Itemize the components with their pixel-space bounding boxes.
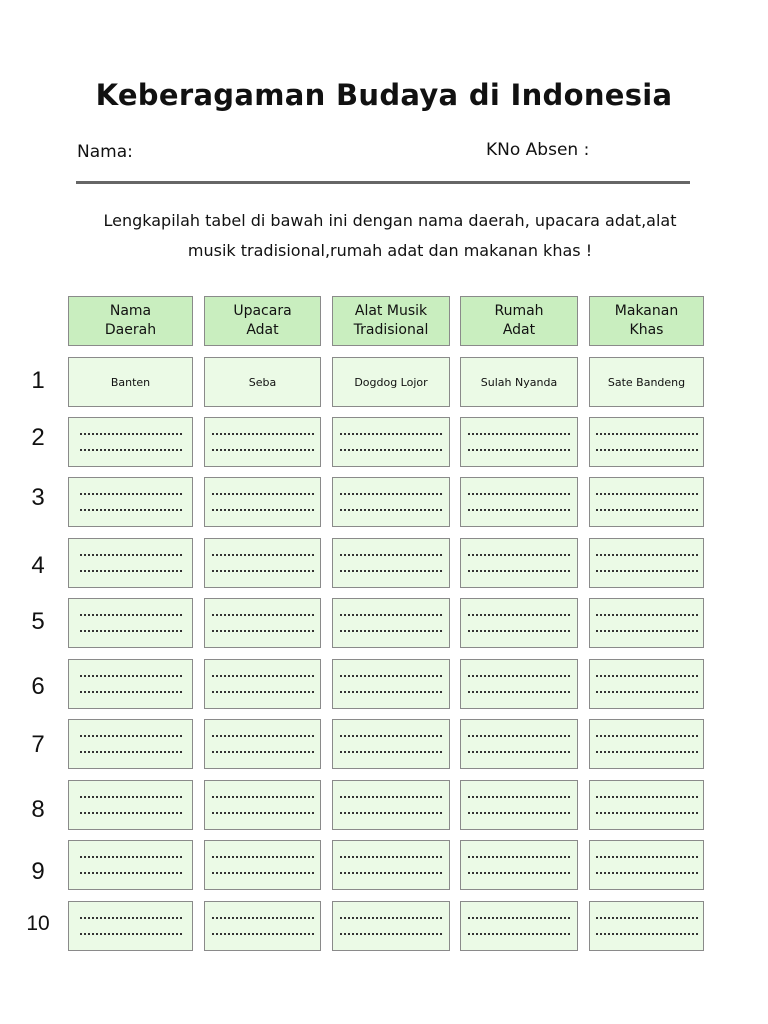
dotted-answer-line (340, 433, 442, 435)
dotted-answer-line (596, 614, 698, 616)
dotted-answer-line (596, 570, 698, 572)
name-field-label: Nama: (77, 142, 133, 162)
row-number: 8 (31, 796, 45, 823)
answer-cell-makanan-khas[interactable] (589, 417, 704, 467)
answer-cell-alat-musik[interactable] (332, 477, 450, 527)
answer-cell-nama-daerah[interactable] (68, 840, 193, 890)
answer-cell-upacara-adat[interactable] (204, 538, 321, 588)
dotted-answer-line (80, 554, 182, 556)
answer-cell-alat-musik[interactable] (332, 901, 450, 951)
dotted-answer-line (212, 856, 314, 858)
answer-cell-alat-musik[interactable] (332, 659, 450, 709)
dotted-answer-line (340, 675, 442, 677)
divider-line (76, 181, 690, 184)
answer-cell-alat-musik[interactable] (332, 719, 450, 769)
dotted-answer-line (596, 433, 698, 435)
answer-cell-makanan-khas[interactable] (589, 780, 704, 830)
dotted-answer-line (340, 509, 442, 511)
dotted-answer-line (596, 675, 698, 677)
dotted-answer-line (212, 493, 314, 495)
dotted-answer-line (340, 812, 442, 814)
dotted-answer-line (340, 872, 442, 874)
answer-cell-rumah-adat[interactable] (460, 659, 578, 709)
row-number: 10 (26, 912, 50, 935)
absen-field-label: KNo Absen : (486, 140, 590, 160)
answer-cell-alat-musik[interactable] (332, 840, 450, 890)
dotted-answer-line (468, 751, 570, 753)
dotted-answer-line (340, 449, 442, 451)
dotted-answer-line (80, 812, 182, 814)
dotted-answer-line (212, 554, 314, 556)
answer-cell-alat-musik[interactable] (332, 780, 450, 830)
row-number: 3 (31, 484, 45, 511)
dotted-answer-line (596, 449, 698, 451)
answer-cell-rumah-adat[interactable] (460, 477, 578, 527)
header-alat-musik: Alat Musik Tradisional (332, 296, 450, 346)
dotted-answer-line (212, 691, 314, 693)
dotted-answer-line (596, 917, 698, 919)
header-rumah-adat: Rumah Adat (460, 296, 578, 346)
answer-cell-upacara-adat[interactable] (204, 598, 321, 648)
dotted-answer-line (340, 856, 442, 858)
example-cell-nama-daerah: Banten (68, 357, 193, 407)
answer-cell-makanan-khas[interactable] (589, 901, 704, 951)
dotted-answer-line (468, 735, 570, 737)
dotted-answer-line (212, 933, 314, 935)
dotted-answer-line (212, 751, 314, 753)
dotted-answer-line (212, 433, 314, 435)
dotted-answer-line (212, 509, 314, 511)
header-makanan-khas: Makanan Khas (589, 296, 704, 346)
answer-cell-rumah-adat[interactable] (460, 901, 578, 951)
answer-cell-upacara-adat[interactable] (204, 780, 321, 830)
instruction-text: Lengkapilah tabel di bawah ini dengan nama daerah, upacara adat,alat musik tradisional,rumah adat dan makanan khas ! (103, 211, 677, 260)
dotted-answer-line (596, 872, 698, 874)
answer-cell-alat-musik[interactable] (332, 417, 450, 467)
dotted-answer-line (596, 630, 698, 632)
dotted-answer-line (80, 872, 182, 874)
dotted-answer-line (596, 493, 698, 495)
dotted-answer-line (212, 872, 314, 874)
dotted-answer-line (468, 509, 570, 511)
answer-cell-makanan-khas[interactable] (589, 598, 704, 648)
dotted-answer-line (80, 856, 182, 858)
dotted-answer-line (340, 917, 442, 919)
answer-cell-nama-daerah[interactable] (68, 780, 193, 830)
dotted-answer-line (340, 630, 442, 632)
dotted-answer-line (468, 614, 570, 616)
answer-cell-alat-musik[interactable] (332, 598, 450, 648)
answer-cell-nama-daerah[interactable] (68, 901, 193, 951)
dotted-answer-line (212, 675, 314, 677)
dotted-answer-line (80, 751, 182, 753)
answer-cell-nama-daerah[interactable] (68, 538, 193, 588)
dotted-answer-line (212, 812, 314, 814)
answer-cell-rumah-adat[interactable] (460, 598, 578, 648)
dotted-answer-line (340, 933, 442, 935)
dotted-answer-line (596, 812, 698, 814)
dotted-answer-line (80, 449, 182, 451)
answer-cell-upacara-adat[interactable] (204, 840, 321, 890)
dotted-answer-line (80, 735, 182, 737)
answer-cell-nama-daerah[interactable] (68, 477, 193, 527)
dotted-answer-line (212, 796, 314, 798)
dotted-answer-line (212, 630, 314, 632)
answer-cell-nama-daerah[interactable] (68, 598, 193, 648)
dotted-answer-line (80, 796, 182, 798)
dotted-answer-line (80, 509, 182, 511)
dotted-answer-line (80, 691, 182, 693)
answer-cell-alat-musik[interactable] (332, 538, 450, 588)
example-cell-rumah-adat: Sulah Nyanda (460, 357, 578, 407)
answer-cell-upacara-adat[interactable] (204, 659, 321, 709)
dotted-answer-line (596, 554, 698, 556)
dotted-answer-line (468, 554, 570, 556)
dotted-answer-line (468, 917, 570, 919)
row-number: 6 (31, 673, 45, 700)
dotted-answer-line (468, 570, 570, 572)
dotted-answer-line (212, 917, 314, 919)
row-number: 7 (31, 731, 45, 758)
dotted-answer-line (596, 751, 698, 753)
dotted-answer-line (468, 691, 570, 693)
dotted-answer-line (340, 751, 442, 753)
dotted-answer-line (468, 796, 570, 798)
answer-cell-rumah-adat[interactable] (460, 840, 578, 890)
answer-cell-makanan-khas[interactable] (589, 719, 704, 769)
dotted-answer-line (212, 449, 314, 451)
dotted-answer-line (212, 614, 314, 616)
example-cell-makanan-khas: Sate Bandeng (589, 357, 704, 407)
dotted-answer-line (468, 433, 570, 435)
answer-cell-upacara-adat[interactable] (204, 477, 321, 527)
example-cell-upacara-adat: Seba (204, 357, 321, 407)
header-upacara-adat: Upacara Adat (204, 296, 321, 346)
dotted-answer-line (212, 570, 314, 572)
dotted-answer-line (468, 493, 570, 495)
dotted-answer-line (468, 449, 570, 451)
answer-cell-rumah-adat[interactable] (460, 780, 578, 830)
dotted-answer-line (596, 796, 698, 798)
answer-cell-nama-daerah[interactable] (68, 659, 193, 709)
answer-cell-rumah-adat[interactable] (460, 538, 578, 588)
dotted-answer-line (80, 570, 182, 572)
row-number: 5 (31, 608, 45, 635)
answer-cell-upacara-adat[interactable] (204, 901, 321, 951)
dotted-answer-line (468, 812, 570, 814)
dotted-answer-line (340, 796, 442, 798)
answer-cell-upacara-adat[interactable] (204, 719, 321, 769)
dotted-answer-line (596, 735, 698, 737)
dotted-answer-line (596, 933, 698, 935)
row-number: 9 (31, 858, 45, 885)
header-nama-daerah: Nama Daerah (68, 296, 193, 346)
dotted-answer-line (468, 872, 570, 874)
worksheet-title: Keberagaman Budaya di Indonesia (95, 78, 673, 112)
answer-cell-nama-daerah[interactable] (68, 417, 193, 467)
dotted-answer-line (468, 630, 570, 632)
answer-cell-makanan-khas[interactable] (589, 538, 704, 588)
dotted-answer-line (80, 493, 182, 495)
answer-cell-rumah-adat[interactable] (460, 417, 578, 467)
dotted-answer-line (80, 933, 182, 935)
dotted-answer-line (212, 735, 314, 737)
answer-cell-makanan-khas[interactable] (589, 659, 704, 709)
dotted-answer-line (80, 675, 182, 677)
dotted-answer-line (340, 735, 442, 737)
answer-cell-makanan-khas[interactable] (589, 477, 704, 527)
dotted-answer-line (80, 630, 182, 632)
dotted-answer-line (80, 433, 182, 435)
answer-cell-upacara-adat[interactable] (204, 417, 321, 467)
example-cell-alat-musik: Dogdog Lojor (332, 357, 450, 407)
answer-cell-nama-daerah[interactable] (68, 719, 193, 769)
dotted-answer-line (80, 614, 182, 616)
row-number: 4 (31, 552, 45, 579)
dotted-answer-line (340, 614, 442, 616)
dotted-answer-line (468, 675, 570, 677)
answer-cell-makanan-khas[interactable] (589, 840, 704, 890)
dotted-answer-line (596, 856, 698, 858)
dotted-answer-line (468, 856, 570, 858)
dotted-answer-line (340, 570, 442, 572)
dotted-answer-line (340, 554, 442, 556)
dotted-answer-line (468, 933, 570, 935)
answer-cell-rumah-adat[interactable] (460, 719, 578, 769)
dotted-answer-line (596, 509, 698, 511)
row-number: 1 (31, 367, 45, 394)
dotted-answer-line (80, 917, 182, 919)
dotted-answer-line (596, 691, 698, 693)
dotted-answer-line (340, 691, 442, 693)
row-number: 2 (31, 424, 45, 451)
dotted-answer-line (340, 493, 442, 495)
